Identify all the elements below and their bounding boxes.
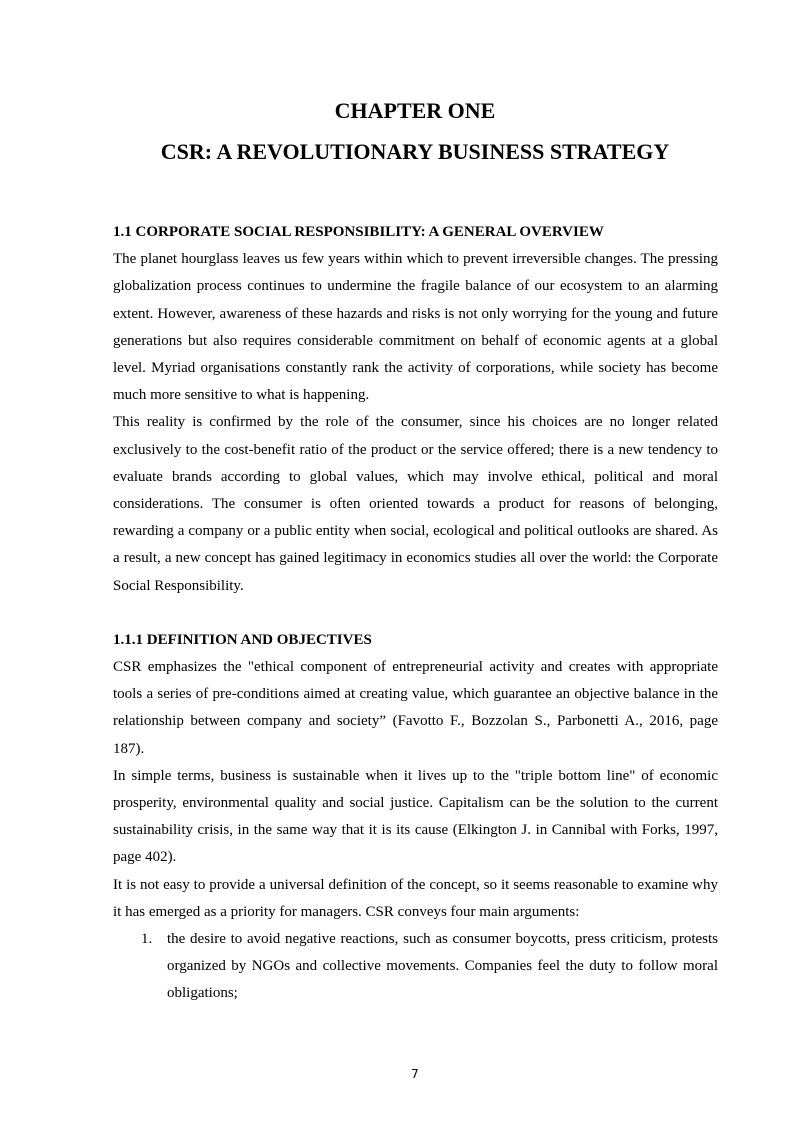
list-item-text: the desire to avoid negative reactions, such as consumer boycotts, press criticism, protests organized by NGOs and collective movements. Companies feel the duty to follow moral obligations; xyxy=(167,931,718,1002)
section-spacer xyxy=(113,600,718,627)
page-number: 7 xyxy=(411,1067,419,1081)
list-item-number: 1. xyxy=(141,931,153,948)
chapter-number: CHAPTER ONE xyxy=(334,98,496,123)
paragraph: CSR emphasizes the "ethical component of entrepreneurial activity and creates with appropriate tools a series of pre-conditions aimed at creating value, which guarantee an objective balance in the relationship between company and society” (Favotto F., Bozzolan S., Parbonetti A., 2016, page 187). xyxy=(113,659,718,757)
chapter-title: CSR: A REVOLUTIONARY BUSINESS STRATEGY xyxy=(160,139,670,164)
subsection-heading: 1.1.1 DEFINITION AND OBJECTIVES xyxy=(113,631,372,648)
paragraph: This reality is confirmed by the role of the consumer, since his choices are no longer related exclusively to the cost-benefit ratio of the product or the service offered; there is a new tendency to evaluate brands according to global values, which may involve ethical, political and moral considerations. The consumer is often oriented towards a product for reasons of belonging, rewarding a company or a public entity when social, ecological and political outlooks are shared. As a result, a new concept has gained legitimacy in economics studies all over the world: the Corporate Social Responsibility. xyxy=(113,414,718,594)
list-item xyxy=(113,926,718,1008)
paragraph: The planet hourglass leaves us few years within which to prevent irreversible changes. The pressing globalization process continues to undermine the fragile balance of our ecosystem to an alarming extent. However, awareness of these hazards and risks is not only worrying for the young and future generations but also requires considerable commitment on behalf of economic agents at a global level. Myriad organisations constantly rank the activity of corporations, while society has become much more sensitive to what is happening. xyxy=(113,251,718,404)
paragraph: It is not easy to provide a universal definition of the concept, so it seems reasonable to examine why it has emerged as a priority for managers. CSR conveys four main arguments: xyxy=(113,876,718,920)
paragraph: In simple terms, business is sustainable when it lives up to the "triple bottom line" of economic prosperity, environmental quality and social justice. Capitalism can be the solution to the current sustainability crisis, in the same way that it is its cause (Elkington J. in Cannibal with Forks, 1997, page 402). xyxy=(113,767,718,866)
section-heading: 1.1 CORPORATE SOCIAL RESPONSIBILITY: A GENERAL OVERVIEW xyxy=(113,224,604,240)
arguments-list xyxy=(113,926,718,1008)
document-body xyxy=(113,219,718,1008)
